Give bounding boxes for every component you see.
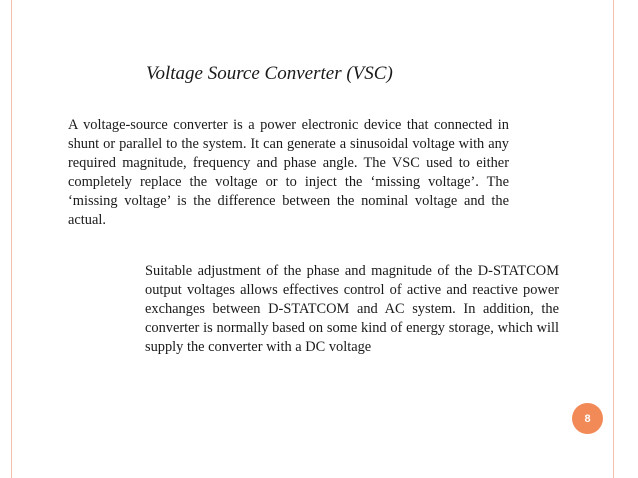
right-border-rule — [613, 0, 614, 478]
slide-title: Voltage Source Converter (VSC) — [146, 63, 393, 84]
left-border-rule — [11, 0, 12, 478]
page-number-badge: 8 — [572, 403, 603, 434]
paragraph-vsc-definition: A voltage-source converter is a power electronic device that connected in shunt or parallel to the system. It can generate a sinusoidal voltage with any required magnitude, frequency and phase angle. The VSC used to either completely replace the voltage or to inject the ‘missing voltage’. The ‘missing voltage’ is the difference between the nominal voltage and the actual. — [68, 117, 509, 228]
paragraph-dstatcom-control: Suitable adjustment of the phase and magnitude of the D-STATCOM output voltages allows effectives control of active and reactive power exchanges between D-STATCOM and AC system. In addition, the converter is normally based on some kind of energy storage, which will supply the converter with a DC voltage — [145, 263, 559, 355]
